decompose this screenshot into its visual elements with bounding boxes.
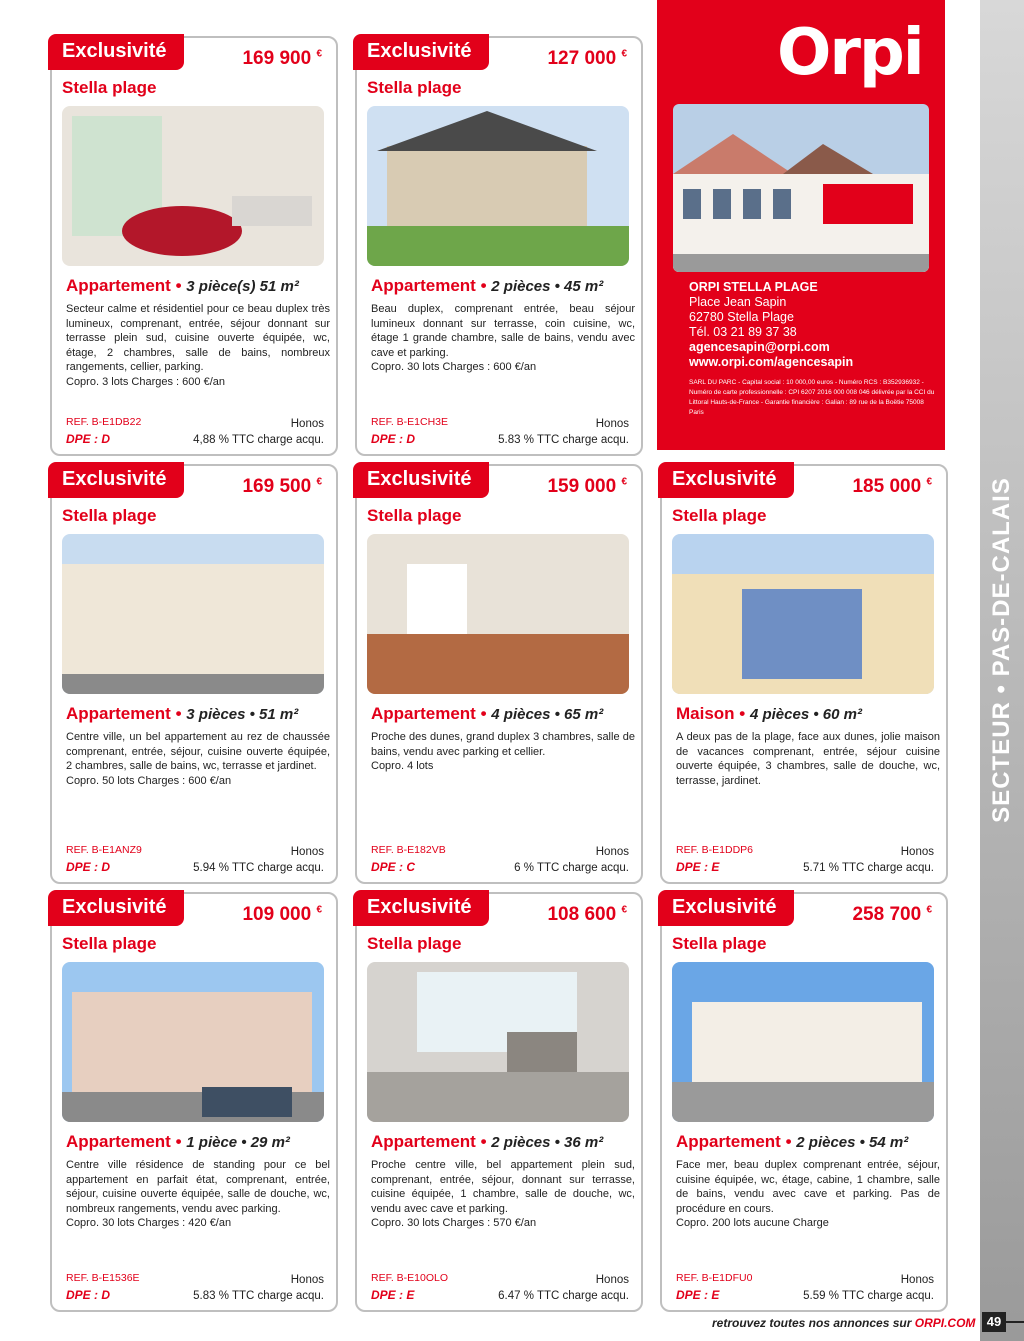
- residence-image: [62, 534, 324, 694]
- fees-value: 5.94 % TTC charge acqu.: [193, 862, 324, 874]
- interior-image: [367, 534, 629, 694]
- agency-city: 62780 Stella Plage: [689, 310, 794, 324]
- reference: REF. B-E1536E: [66, 1272, 140, 1284]
- property-description: Proche des dunes, grand duplex 3 chambres, salle de bains, vendu avec parking et cellier. Copro. 4 lots: [371, 731, 635, 772]
- fees-label: Honos: [900, 1274, 934, 1286]
- location: Stella plage: [367, 78, 462, 97]
- page-rule: [1006, 1321, 1024, 1323]
- listing-photo: [62, 106, 324, 266]
- location: Stella plage: [62, 934, 157, 953]
- agency-block: [657, 0, 945, 450]
- agency-building-image: [673, 104, 929, 272]
- residence-image: [62, 962, 324, 1122]
- property-description: Beau duplex, comprenant entrée, beau séjour lumineux donnant sur terrasse, coin cuisine, wc, étage 1 grande chambre, salle de bains, vendu avec cave et parking. Copro. 30 lots Charges : 600 €/an: [371, 303, 635, 373]
- agency-web[interactable]: www.orpi.com/agencesapin: [689, 355, 854, 369]
- page-number: 49: [982, 1312, 1006, 1332]
- fees-value: 4,88 % TTC charge acqu.: [193, 434, 324, 446]
- property-title: Appartement • 3 pièces • 51 m²: [66, 704, 299, 723]
- listing-photo: [672, 534, 934, 694]
- exclusive-badge: Exclusivité: [658, 462, 794, 498]
- listing-card[interactable]: [355, 892, 643, 1312]
- agency-legal: SARL DU PARC - Capital social : 10 000,00 euros - Numéro RCS : B352936932 - Numéro de carte professionnelle : CPI 6207 2016 000 008 046 délivrée par la CCI du Littoral Hauts-de-France - Garantie financière : Galian : 89 rue de la Boëtie 75008 Paris: [689, 379, 935, 416]
- fees-label: Honos: [290, 846, 324, 858]
- house-image: [672, 534, 934, 694]
- exclusive-badge: Exclusivité: [48, 462, 184, 498]
- location: Stella plage: [367, 506, 462, 525]
- reference: REF. B-E10OLO: [371, 1272, 449, 1284]
- price: 169 500 €: [242, 476, 322, 497]
- property-title: Appartement • 2 pièces • 45 m²: [371, 276, 604, 295]
- property-description: Centre ville résidence de standing pour ce bel appartement en parfait état, comprenant, entrée, séjour, cuisine ouverte équipée, salle de douche, wc, nombreux rangements, vendu avec parking. Copro. 30 lots Charges : 420 €/an: [66, 1159, 330, 1229]
- sector-label: SECTEUR • PAS-DE-CALAIS: [988, 477, 1016, 823]
- reference: REF. B-E1DB22: [66, 416, 142, 428]
- property-description: A deux pas de la plage, face aux dunes, jolie maison de vacances comprenant, entrée, séjour cuisine ouverte équipée, 3 chambres, salle de douche, wc, terrasse, jardinet.: [676, 731, 940, 787]
- sector-label-wrap: [980, 477, 1024, 823]
- agency-photo: [673, 104, 929, 272]
- agency-address: Place Jean Sapin: [689, 295, 787, 309]
- dpe-rating: DPE : D: [66, 860, 111, 874]
- exclusive-badge: Exclusivité: [353, 890, 489, 926]
- fees-label: Honos: [290, 1274, 324, 1286]
- fees-label: Honos: [595, 1274, 629, 1286]
- property-description: Secteur calme et résidentiel pour ce beau duplex très lumineux, comprenant, entrée, séjour donnant sur terrasse plein sud, cuisine ouverte équipée, wc, étage, 2 chambres, salle de bains, nombreux rangements, cellier, parking. Copro. 3 lots Charges : 600 €/an: [66, 303, 330, 388]
- property-title: Appartement • 3 pièce(s) 51 m²: [66, 276, 299, 295]
- price: 127 000 €: [547, 48, 627, 69]
- listing-card[interactable]: [355, 464, 643, 884]
- property-title: Appartement • 2 pièces • 36 m²: [371, 1132, 604, 1151]
- reference: REF. B-E1ANZ9: [66, 844, 142, 856]
- dpe-rating: DPE : E: [676, 1288, 720, 1302]
- fees-value: 5.59 % TTC charge acqu.: [803, 1290, 934, 1302]
- fees-value: 6 % TTC charge acqu.: [514, 862, 629, 874]
- property-title: Appartement • 4 pièces • 65 m²: [371, 704, 604, 723]
- price: 185 000 €: [852, 476, 932, 497]
- location: Stella plage: [672, 934, 767, 953]
- property-description: Centre ville, un bel appartement au rez de chaussée comprenant, entrée, séjour, cuisine ouverte équipée, 2 chambres, salle de bains, wc, terrasse et jardinet. Copro. 50 lots Charges : 600 €/an: [66, 731, 330, 787]
- listing-photo: [672, 962, 934, 1122]
- fees-value: 6.47 % TTC charge acqu.: [498, 1290, 629, 1302]
- reference: REF. B-E182VB: [371, 844, 446, 856]
- property-description: Proche centre ville, bel appartement plein sud, comprenant, entrée, séjour, donnant sur terrasse, cuisine équipée, 1 chambre, salle de douche, wc, vendu avec cave et parking. Copro. 30 lots Charges : 570 €/an: [371, 1159, 635, 1229]
- reference: REF. B-E1CH3E: [371, 416, 449, 428]
- listing-card[interactable]: [660, 464, 948, 884]
- location: Stella plage: [62, 506, 157, 525]
- exclusive-badge: Exclusivité: [353, 462, 489, 498]
- fees-label: Honos: [595, 418, 629, 430]
- listing-photo: [62, 534, 324, 694]
- dpe-rating: DPE : D: [66, 1288, 111, 1302]
- listing-card[interactable]: [50, 892, 338, 1312]
- listing-card[interactable]: [660, 892, 948, 1312]
- price: 108 600 €: [547, 904, 627, 925]
- property-description: Face mer, beau duplex comprenant entrée, séjour, cuisine équipée, wc, étage, cabine, 1 chambre, salle de bains, vendu avec cave et parking. Pas de procédure en cours. Copro. 200 lots aucune Charge: [676, 1159, 940, 1229]
- seafront-building-image: [672, 962, 934, 1122]
- living-room-image: [62, 106, 324, 266]
- fees-value: 5.83 % TTC charge acqu.: [498, 434, 629, 446]
- dpe-rating: DPE : D: [371, 432, 416, 446]
- footer-site-link[interactable]: ORPI.COM: [914, 1316, 976, 1330]
- listing-card[interactable]: [50, 36, 338, 456]
- exclusive-badge: Exclusivité: [658, 890, 794, 926]
- agency-contact: [689, 280, 939, 370]
- dpe-rating: DPE : E: [371, 1288, 415, 1302]
- property-title: Appartement • 1 pièce • 29 m²: [66, 1132, 290, 1151]
- exclusive-badge: Exclusivité: [353, 34, 489, 70]
- dpe-rating: DPE : C: [371, 860, 416, 874]
- listing-photo: [367, 534, 629, 694]
- listing-card[interactable]: [50, 464, 338, 884]
- dining-room-image: [367, 962, 629, 1122]
- fees-label: Honos: [595, 846, 629, 858]
- property-title: Appartement • 2 pièces • 54 m²: [676, 1132, 909, 1151]
- location: Stella plage: [62, 78, 157, 97]
- agency-email[interactable]: agencesapin@orpi.com: [689, 340, 830, 354]
- listing-photo: [367, 962, 629, 1122]
- listing-card[interactable]: [355, 36, 643, 456]
- fees-label: Honos: [900, 846, 934, 858]
- price: 169 900 €: [242, 48, 322, 69]
- location: Stella plage: [672, 506, 767, 525]
- price: 109 000 €: [242, 904, 322, 925]
- property-title: Maison • 4 pièces • 60 m²: [676, 704, 862, 723]
- reference: REF. B-E1DFU0: [676, 1272, 753, 1284]
- agency-phone[interactable]: Tél. 03 21 89 37 38: [689, 325, 797, 339]
- listing-photo: [62, 962, 324, 1122]
- listing-photo: [367, 106, 629, 266]
- location: Stella plage: [367, 934, 462, 953]
- price: 258 700 €: [852, 904, 932, 925]
- price: 159 000 €: [547, 476, 627, 497]
- orpi-logo: Orpi: [777, 16, 923, 90]
- reference: REF. B-E1DDP6: [676, 844, 754, 856]
- dpe-rating: DPE : D: [66, 432, 111, 446]
- building-image: [367, 106, 629, 266]
- exclusive-badge: Exclusivité: [48, 34, 184, 70]
- fees-value: 5.71 % TTC charge acqu.: [803, 862, 934, 874]
- fees-label: Honos: [290, 418, 324, 430]
- fees-value: 5.83 % TTC charge acqu.: [193, 1290, 324, 1302]
- dpe-rating: DPE : E: [676, 860, 720, 874]
- exclusive-badge: Exclusivité: [48, 890, 184, 926]
- agency-name: ORPI STELLA PLAGE: [689, 280, 818, 294]
- footer-text: retrouvez toutes nos annonces sur ORPI.COM: [712, 1316, 976, 1330]
